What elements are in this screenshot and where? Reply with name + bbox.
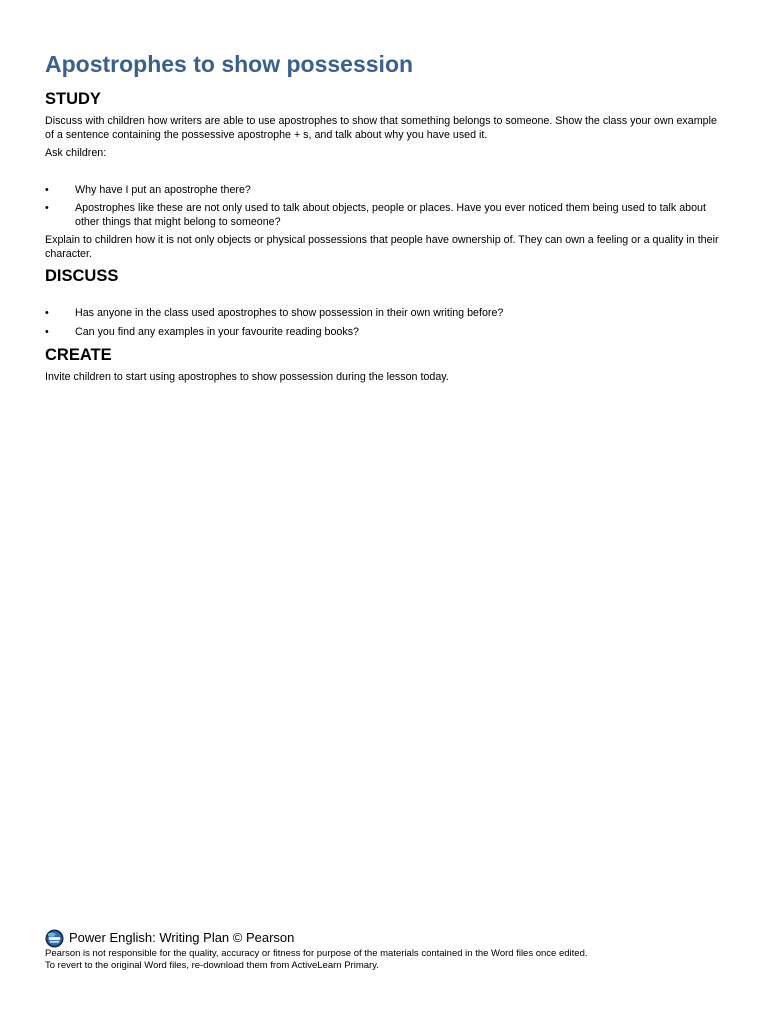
page-title: Apostrophes to show possession — [45, 51, 414, 77]
footer-revert-note: To revert to the original Word files, re-download them from ActiveLearn Primary. — [45, 960, 379, 971]
footer — [45, 928, 725, 972]
list-item-text: Why have I put an apostrophe there? — [75, 183, 251, 196]
bullet-marker: • — [45, 183, 49, 196]
list-item-text: Can you find any examples in your favourite reading books? — [75, 325, 359, 338]
footer-disclaimer: Pearson is not responsible for the quality, accuracy or fitness for purpose of the materials contained in the Word files once edited. — [45, 948, 588, 959]
list-item — [45, 307, 725, 321]
discuss-heading: DISCUSS — [45, 267, 119, 285]
study-explain: Explain to children how it is not only objects or physical possessions that people have ownership of. They can own a feeling or a quality in their character. — [45, 234, 719, 260]
study-ask: Ask children: — [45, 147, 107, 159]
list-item-text: Has anyone in the class used apostrophes to show possession in their own writing before? — [75, 307, 504, 319]
create-text: Invite children to start using apostrophes to show possession during the lesson today. — [45, 371, 449, 383]
power-english-globe-icon — [45, 929, 64, 948]
bullet-marker: • — [45, 307, 49, 319]
footer-title: Power English: Writing Plan © Pearson — [69, 930, 295, 945]
create-heading: CREATE — [45, 346, 112, 364]
bullet-marker: • — [45, 325, 49, 338]
list-item — [45, 202, 725, 229]
document-page — [45, 48, 725, 385]
discuss-bullet-list — [45, 307, 725, 339]
study-intro: Discuss with children how writers are able to use apostrophes to show that something belongs to someone. Show the class your own example of a sentence containing the possessive apostrophe + s, and talk about why you have used it. — [45, 115, 717, 141]
list-item — [45, 184, 725, 198]
study-heading: STUDY — [45, 90, 101, 108]
bullet-marker: • — [45, 202, 49, 214]
study-bullet-list — [45, 184, 725, 230]
list-item-text: Apostrophes like these are not only used to talk about objects, people or places. Have you ever noticed them being used to talk about other things that might belong to someone? — [75, 202, 706, 228]
footer-brand — [45, 928, 725, 948]
list-item — [45, 326, 725, 340]
